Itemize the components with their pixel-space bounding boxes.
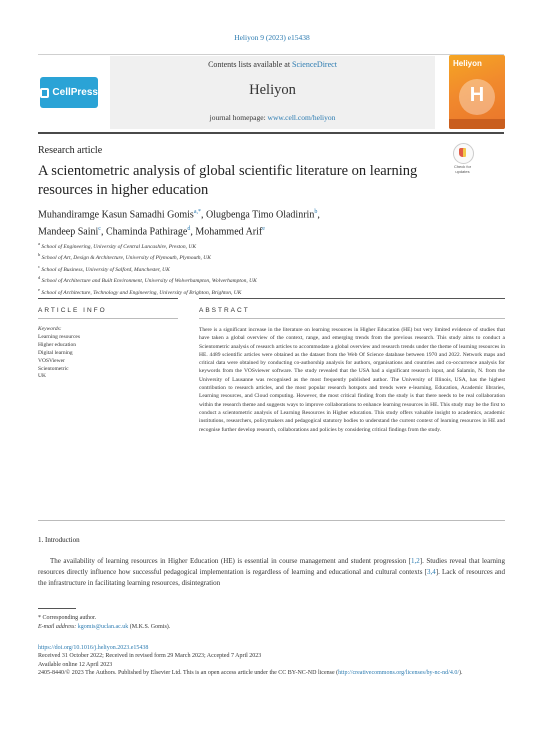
author-affil-ref[interactable]: d — [187, 226, 191, 233]
homepage-link[interactable]: www.cell.com/heliyon — [267, 113, 336, 122]
cover-title: Heliyon — [453, 59, 482, 68]
check-for-updates-badge[interactable] — [449, 143, 476, 176]
author-list: Muhandiramge Kasun Samadhi Gomis$^{a,*}$, Olugbenga Timo Oladinrin$^b$, Mandeep Saini$^c$, Chaminda Pathirage$^d$, Mohammed Arif$^e$ — [38, 209, 320, 238]
license-statement: 2405-8440/© 2023 The Authors. Published by Elsevier Ltd. This is an open access article under the CC BY-NC-ND license (http://creativecommons.org/licenses/by-nc-nd/4.0/). — [38, 670, 463, 677]
author-name[interactable]: Chaminda Pathirage — [105, 226, 188, 238]
journal-name: Heliyon — [249, 82, 296, 98]
author-name[interactable]: Mandeep Saini — [38, 226, 99, 238]
check-for-updates-label: Check for updates — [453, 164, 472, 174]
affiliation-item: $^a$ School of Engineering, University of Central Lancashire, Preston, UK — [38, 241, 197, 250]
article-title: A scientometric analysis of global scientific literature on learning resources in higher education — [38, 163, 418, 198]
abstract-rule-top — [199, 298, 505, 299]
cellpress-logo — [40, 77, 98, 108]
citation-link[interactable]: 1,2 — [410, 557, 420, 565]
journal-reference[interactable]: Heliyon 9 (2023) e15438 — [234, 33, 310, 42]
cover-mark: H — [469, 84, 485, 106]
abstract-rule-bottom — [199, 318, 505, 319]
affiliation-item: $^e$ School of Architecture, Technology and Engineering, University of Brighton, Brighton, UK — [38, 286, 242, 296]
contents-line: Contents lists available at ScienceDirect — [208, 60, 337, 69]
author-affil-ref[interactable]: a,* — [193, 209, 201, 215]
check-for-updates-icon — [453, 143, 474, 164]
header-rule-top — [38, 54, 504, 55]
article-info-heading: ARTICLE INFO — [38, 307, 107, 314]
introduction-text: The availability of learning resources in Higher Education (HE) is essential in course management and student progression [1,2]. Studies reveal that learning resources directly influence how successful pedagogical implementation is regardless of learning and educational and cultural contexts [3,4]. Lack of resources and the infrastructure in facilitating learning resources, disintegration — [38, 557, 505, 587]
received-dates: Received 31 October 2022; Received in revised form 29 March 2023; Accepted 7 April 2023 — [38, 653, 262, 660]
keyword-item: Scientometric — [38, 365, 69, 372]
keywords-label: Keywords: — [38, 326, 62, 332]
cellpress-logo-text: CellPress — [52, 87, 98, 98]
author-affil-ref[interactable]: c — [98, 226, 101, 233]
abstract-heading: ABSTRACT — [199, 307, 250, 314]
header-rule-bottom — [38, 132, 504, 134]
author-name[interactable]: Olugbenga Timo Oladinrin — [205, 209, 315, 221]
available-online: Available online 12 April 2023 — [38, 661, 113, 668]
keyword-item: Digital learning — [38, 349, 73, 356]
article-type: Research article — [38, 145, 103, 156]
keyword-item: UK — [38, 373, 46, 380]
introduction-heading: 1. Introduction — [38, 536, 80, 544]
affiliation-list — [38, 240, 498, 297]
author-name[interactable]: Muhandiramge Kasun Samadhi Gomis — [38, 209, 194, 221]
affiliation-item: $^b$ School of Art, Design & Architecture, University of Plymouth, Plymouth, UK — [38, 252, 211, 262]
cover-footer-band — [449, 119, 505, 129]
keyword-item: Higher education — [38, 341, 77, 348]
doi-link[interactable]: https://doi.org/10.1016/j.heliyon.2023.e15438 — [38, 645, 149, 651]
affiliation-item: $^c$ School of Business, University of Salford, Manchester, UK — [38, 263, 170, 273]
journal-cover-image — [449, 55, 505, 129]
author-name[interactable]: Mohammed Arif — [195, 226, 263, 238]
article-meta — [38, 644, 505, 678]
author-affil-ref[interactable]: b — [314, 209, 318, 215]
license-link[interactable]: http://creativecommons.org/licenses/by-nc-nd/4.0/ — [338, 670, 459, 677]
email-link[interactable]: kgomis@uclan.ac.uk — [77, 624, 129, 630]
author-affil-ref[interactable]: e — [262, 226, 265, 233]
article-info-rule-bottom — [38, 318, 178, 319]
email-line: E-mail address: kgomis@uclan.ac.uk (M.K.S. Gomis). — [38, 624, 171, 630]
homepage-line: journal homepage: www.cell.com/heliyon — [209, 113, 336, 122]
corresponding-author-note: * Corresponding author. — [38, 615, 97, 621]
footnote — [38, 614, 398, 632]
cellpress-mark-icon — [40, 88, 49, 98]
keyword-item: Learning resources — [38, 333, 80, 340]
abstract-text: There is a significant increase in the literature on learning resources in Higher Education (HE) but very limited evidence of studies that have taken a global overview of the context, range, and emerging trends from the previous research. This study aims to conduct a Scientometric analysis of research articles to accommodate a global overview and research trends under the theme of learning resources in HE. 4489 scientific articles were obtained as the dataset from the Web Of Science database between 1970 and 2022. Network maps and critical data were obtained by conducting co-authorship analysis for authors, organisations and countries and co-occurrence analysis for keywords from the VOSviewer software. The study revealed that the USA had a significant research input, and Salamin, N. from the University of Lausanne was recognised as the most frequently published author. The University of Illinois, USA, has the highest contribution to research articles, and the most popular research hotspots and trends were e-learning, Education, Academic libraries, Learning resources, and Cloud computing. However, the most critical finding from the study is that there needs to be real collaboration within the research theme and suggests ways to improve collaborations to enhance learning resources in HE. This study may be the first to conduct a scientometric analysis of Learning Resources in Higher education. This study offers valuable insight to academics, academic institutions, researchers, policymakers and pedagogical statutory bodies to understand the current context of learning resources in HE and recognise further develop research, collaborations and policies by considering critical findings from the study. — [199, 327, 505, 433]
affiliation-item: $^d$ School of Architecture and Built Environment, University of Wolverhampton, Wolverhampton, UK — [38, 275, 257, 285]
sciencedirect-link[interactable]: ScienceDirect — [292, 60, 337, 69]
footnote-rule — [38, 608, 76, 609]
journal-header — [110, 56, 435, 129]
keyword-list — [38, 326, 178, 381]
citation-link[interactable]: 3,4 — [426, 567, 436, 576]
abstract-end-rule — [38, 520, 505, 521]
keyword-item: VOSViewer — [38, 357, 65, 364]
article-info-rule-top — [38, 298, 178, 299]
